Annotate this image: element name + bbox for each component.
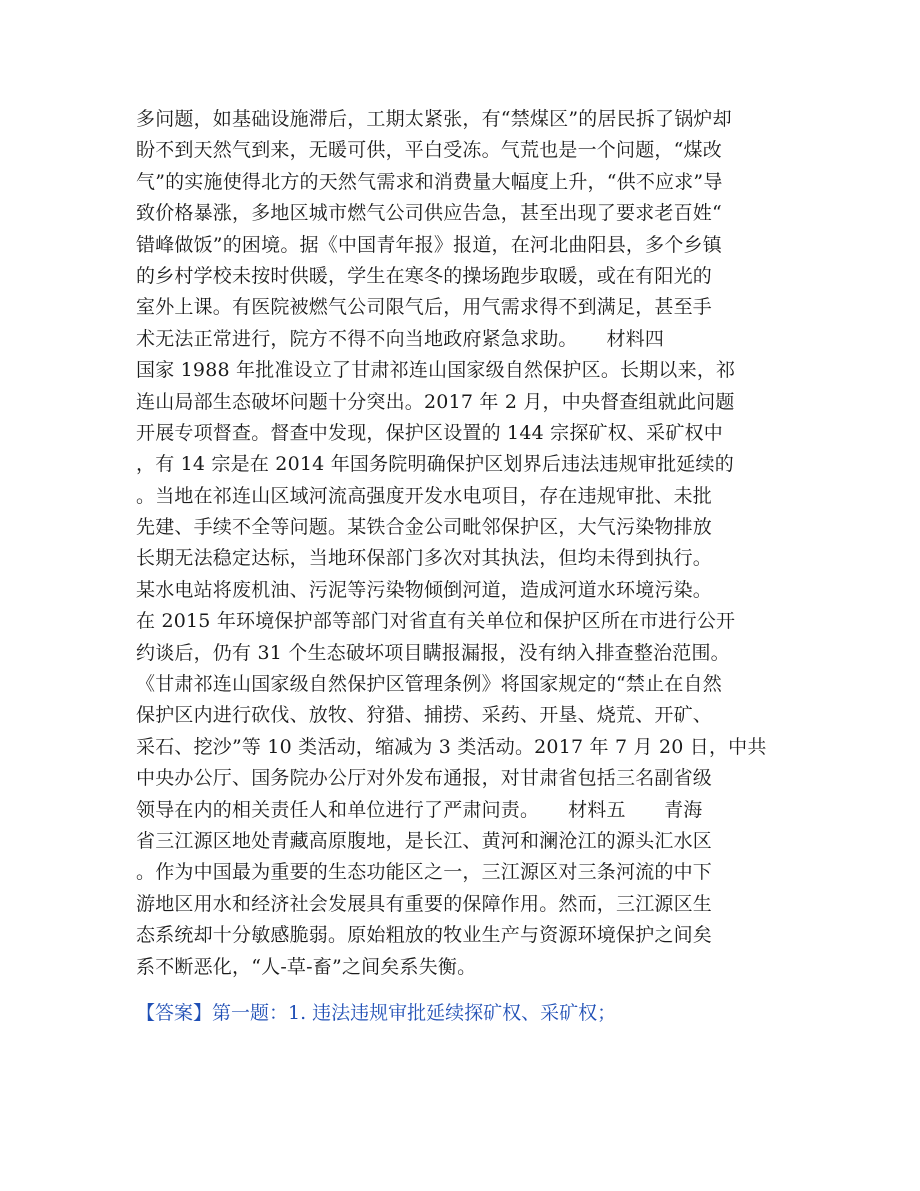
- text-line: 的乡村学校未按时供暖，学生在寒冬的操场跑步取暖，或在有阳光的: [136, 264, 713, 287]
- text-line: 先建、手续不全等问题。某铁合金公司毗邻保护区，大气污染物排放: [136, 516, 713, 539]
- text-line: 某水电站将废机油、污泥等污染物倾倒河道，造成河道水环境污染。: [136, 578, 713, 601]
- text-line: 室外上课。有医院被燃气公司限气后，用气需求得不到满足，甚至手: [136, 296, 713, 319]
- text-line: 采石、挖沙”等 10 类活动，缩减为 3 类活动。2017 年 7 月 20 日，中共: [136, 735, 767, 758]
- text-line: 国家 1988 年批准设立了甘肃祁连山国家级自然保护区。长期以来，祁: [136, 359, 736, 382]
- document-body: [136, 104, 776, 983]
- text-line: 长期无法稳定达标，当地环保部门多次对其执法，但均未得到执行。: [136, 547, 713, 570]
- text-line: 致价格暴涨，多地区城市燃气公司供应告急，甚至出现了要求老百姓“: [136, 202, 722, 225]
- text-line: 多问题，如基础设施滞后，工期太紧张，有“禁煤区”的居民拆了锅炉却: [136, 108, 732, 130]
- text-line: 。作为中国最为重要的生态功能区之一，三江源区对三条河流的中下: [136, 861, 713, 884]
- text-line: 错峰做饭”的困境。据《中国青年报》报道，在河北曲阳县，多个乡镇: [136, 233, 722, 256]
- text-line: 盼不到天然气到来，无暖可供，平白受冻。气荒也是一个问题，“煤改: [136, 139, 722, 162]
- answer-line: 【答案】第一题：1. 违法违规审批延续探矿权、采矿权；: [136, 1002, 617, 1024]
- text-line: 《甘肃祁连山国家级自然保护区管理条例》将国家规定的“禁止在自然: [136, 673, 722, 696]
- text-line: 系不断恶化，“人-草-畜”之间矣系失衡。: [136, 955, 477, 978]
- text-line: 在 2015 年环境保护部等部门对省直有关单位和保护区所在市进行公开: [136, 610, 736, 633]
- text-line: 游地区用水和经济社会发展具有重要的保障作用。然而，三江源区生: [136, 892, 713, 915]
- text-line: 。当地在祁连山区域河流高强度开发水电项目，存在违规审批、未批: [136, 484, 713, 507]
- text-line: 领导在内的相关责任人和单位进行了严肃问责。 材料五 青海: [136, 798, 703, 821]
- text-line: 气”的实施使得北方的天然气需求和消费量大幅度上升，“供不应求”导: [136, 170, 723, 193]
- text-line: 约谈后，仍有 31 个生态破坏项目瞒报漏报，没有纳入排查整治范围。: [136, 641, 730, 664]
- text-line: ，有 14 宗是在 2014 年国务院明确保护区划界后违法违规审批延续的: [136, 453, 734, 476]
- text-line: 中央办公厅、国务院办公厅对外发布通报，对甘肃省包括三名副省级: [136, 767, 713, 790]
- text-line: 开展专项督查。督查中发现，保护区设置的 144 宗探矿权、采矿权中: [136, 421, 723, 444]
- text-line: 术无法正常进行，院方不得不向当地政府紧急求助。 材料四: [136, 327, 665, 350]
- text-line: 连山局部生态破坏问题十分突出。2017 年 2 月，中央督查组就此问题: [136, 390, 735, 413]
- text-line: 省三江源区地处青藏高原腹地，是长江、黄河和澜沧江的源头汇水区: [136, 829, 713, 852]
- text-line: 态系统却十分敏感脆弱。原始粗放的牧业生产与资源环境保护之间矣: [136, 924, 713, 947]
- text-line: 保护区内进行砍伐、放牧、狩猎、捕捞、采药、开垦、烧荒、开矿、: [136, 704, 713, 727]
